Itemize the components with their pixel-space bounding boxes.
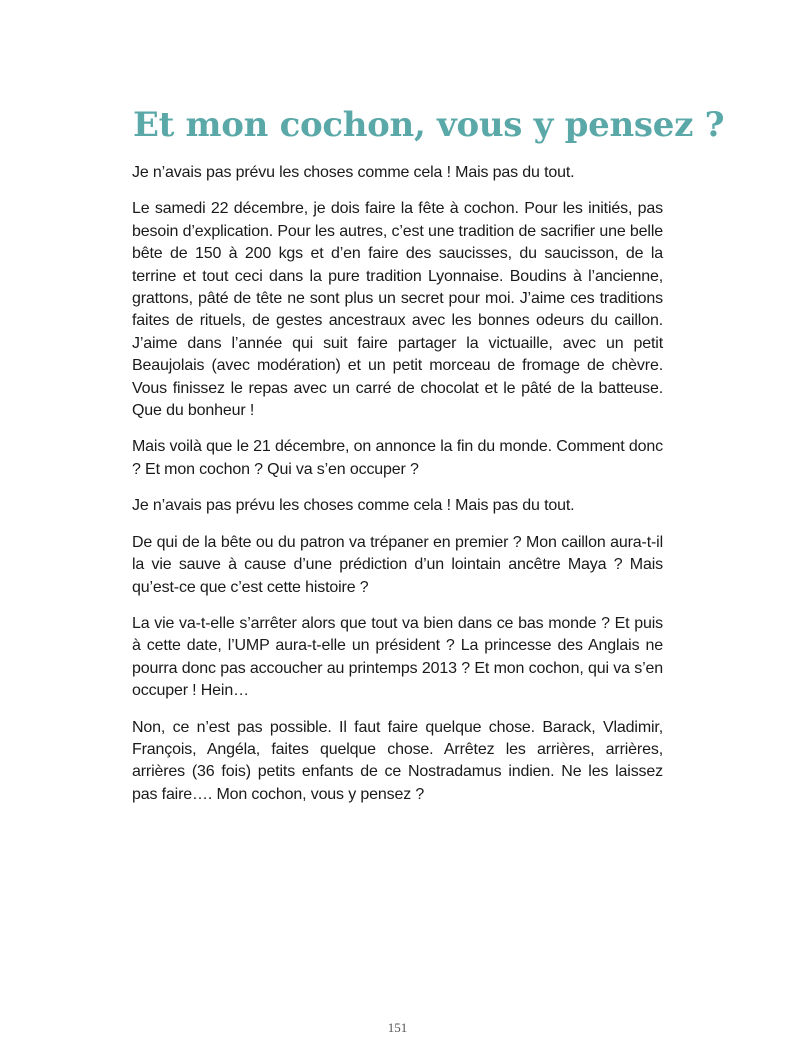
page-number: 151	[387, 1020, 408, 1035]
paragraph-6: La vie va-t-elle s’arrêter alors que tout va bien dans ce bas monde ? Et puis à cette date, l’UMP aura-t-elle un président ? La princesse des Anglais ne pourra donc pas accoucher au printemps 2013 ? Et mon cochon, qui va s’en occuper ! Hein…	[132, 614, 663, 700]
page-title: Et mon cochon, vous y pensez ?	[133, 105, 725, 145]
paragraph-5: De qui de la bête ou du patron va trépaner en premier ? Mon caillon aura-t-il la vie sauve à cause d’une prédiction d’un lointain ancêtre Maya ? Mais qu’est-ce que c’est cette histoire ?	[132, 533, 663, 596]
paragraph-3: Mais voilà que le 21 décembre, on annonce la fin du monde. Comment donc ? Et mon cochon ? Qui va s’en occuper ?	[132, 438, 663, 478]
paragraph-2: Le samedi 22 décembre, je dois faire la fête à cochon. Pour les initiés, pas besoin d’explication. Pour les autres, c’est une tradition de sacrifier une belle bête de 150 à 200 kgs et d’en faire des saucisses, du saucisson, de la terrine et tout ceci dans la pure tradition Lyonnaise. Boudins à l’ancienne, grattons, pâté de tête ne sont plus un secret pour moi. J’aime ces traditions faites de rituels, de gestes ancestraux avec les bonnes odeurs du caillon. J’aime dans l’année qui suit faire partager la victuaille, avec un petit Beaujolais (avec modération) et un petit morceau de fromage de chèvre. Vous finissez le repas avec un carré de chocolat et le pâté de la batteuse. Que du bonheur !	[132, 200, 663, 420]
article-body	[132, 162, 663, 820]
paragraph-7: Non, ce n’est pas possible. Il faut faire quelque chose. Barack, Vladimir, François, Angéla, faites quelque chose. Arrêtez les arrières, arrières, arrières (36 fois) petits enfants de ce Nostradamus indien. Ne les laissez pas faire…. Mon cochon, vous y pensez ?	[132, 718, 663, 803]
paragraph-4: Je n’avais pas prévu les choses comme cela ! Mais pas du tout.	[132, 497, 575, 515]
paragraph-1: Je n’avais pas prévu les choses comme cela ! Mais pas du tout.	[132, 164, 575, 181]
